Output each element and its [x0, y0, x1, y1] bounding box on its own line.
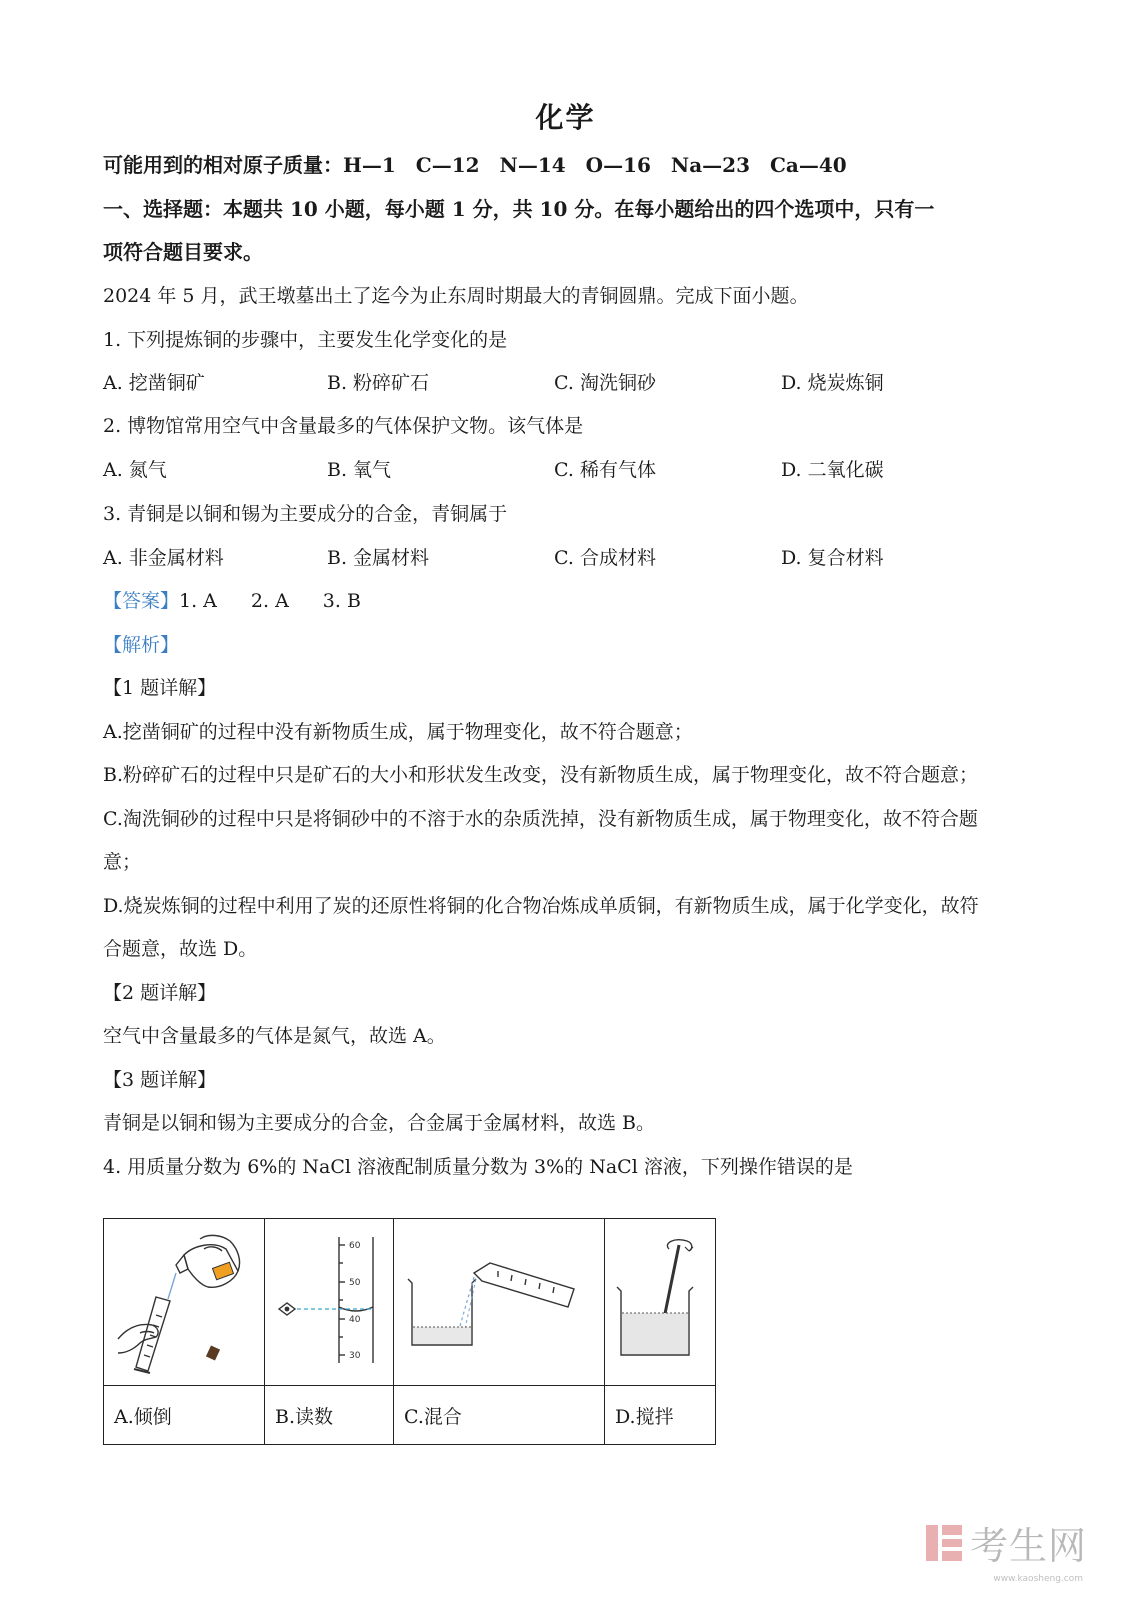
answer-item: 2. A	[250, 590, 289, 612]
page-title: 化学	[535, 101, 596, 134]
stirring-illustration	[605, 1219, 715, 1381]
mixing-illustration	[394, 1219, 604, 1381]
question-4-stem: 4. 用质量分数为 6%的 NaCl 溶液配制质量分数为 3%的 NaCl 溶液，下列操作错误的是	[103, 1156, 853, 1178]
tick-label-60: 60	[349, 1241, 361, 1251]
caption-c: C.混合	[394, 1386, 605, 1445]
question-2-stem: 2. 博物馆常用空气中含量最多的气体保护文物。该气体是	[103, 415, 584, 437]
q1-option-d: D. 烧炭炼铜	[781, 372, 884, 394]
q1-option-b: B. 粉碎矿石	[327, 372, 430, 394]
caption-a: A.倾倒	[104, 1386, 265, 1445]
q2-option-c: C. 稀有气体	[554, 459, 656, 481]
reading-illustration	[265, 1219, 393, 1381]
q4-figure-table	[103, 1218, 716, 1445]
section-heading-line1: 一、选择题：本题共 10 小题，每小题 1 分，共 10 分。在每小题给出的四个选项中，只有一	[103, 197, 935, 221]
answer-item: 1. A	[179, 590, 217, 612]
section-heading-line2: 项符合题目要求。	[103, 240, 263, 264]
tick-label-40: 40	[349, 1315, 361, 1325]
watermark-logo-icon	[924, 1521, 964, 1565]
q1-detail-heading: 【1 题详解】	[103, 677, 217, 699]
q1-detail-a: A.挖凿铜矿的过程中没有新物质生成，属于物理变化，故不符合题意；	[103, 721, 693, 743]
caption-b: B.读数	[265, 1386, 394, 1445]
figure-stirring	[605, 1219, 716, 1386]
figure-mixing	[394, 1219, 605, 1386]
q3-option-c: C. 合成材料	[554, 547, 656, 569]
q2-detail-heading: 【2 题详解】	[103, 982, 217, 1004]
q1-detail-b: B.粉碎矿石的过程中只是矿石的大小和形状发生改变，没有新物质生成，属于物理变化，故不符合题意；	[103, 764, 979, 786]
q1-detail-c-line2: 意；	[103, 851, 142, 873]
tick-label-30: 30	[349, 1351, 361, 1361]
watermark-text: 考生网	[969, 1524, 1087, 1568]
atomic-masses: 可能用到的相对原子质量：H—1 C—12 N—14 O—16 Na—23 Ca—40	[103, 153, 847, 177]
question-3-stem: 3. 青铜是以铜和锡为主要成分的合金，青铜属于	[103, 503, 508, 525]
q3-option-d: D. 复合材料	[781, 547, 884, 569]
figure-pouring	[104, 1219, 265, 1386]
q2-option-d: D. 二氧化碳	[781, 459, 884, 481]
q3-detail-heading: 【3 题详解】	[103, 1069, 217, 1091]
analysis-label: 【解析】	[103, 634, 180, 656]
question-1-stem: 1. 下列提炼铜的步骤中，主要发生化学变化的是	[103, 329, 508, 351]
q1-option-c: C. 淘洗铜砂	[554, 372, 656, 394]
q1-option-a: A. 挖凿铜矿	[103, 372, 205, 394]
q2-option-a: A. 氮气	[103, 459, 167, 481]
tick-label-50: 50	[349, 1278, 361, 1288]
intro-text: 2024 年 5 月，武王墩墓出土了迄今为止东周时期最大的青铜圆鼎。完成下面小题。	[103, 285, 809, 307]
watermark	[924, 1515, 1087, 1584]
q2-option-b: B. 氧气	[327, 459, 392, 481]
answer-line	[103, 589, 395, 613]
watermark-url: www.kaosheng.com	[993, 1574, 1083, 1584]
q1-detail-d-line1: D.烧炭炼铜的过程中利用了炭的还原性将铜的化合物冶炼成单质铜，有新物质生成，属于化学变化，故符	[103, 895, 979, 917]
q3-option-b: B. 金属材料	[327, 547, 430, 569]
pouring-illustration	[104, 1219, 264, 1381]
q1-detail-c-line1: C.淘洗铜砂的过程中只是将铜砂中的不溶于水的杂质洗掉，没有新物质生成，属于物理变化，故不符合题	[103, 808, 978, 830]
caption-d: D.搅拌	[605, 1386, 716, 1445]
q3-detail-text: 青铜是以铜和锡为主要成分的合金，合金属于金属材料，故选 B。	[103, 1112, 656, 1134]
q2-detail-text: 空气中含量最多的气体是氮气，故选 A。	[103, 1025, 446, 1047]
answer-label: 【答案】	[103, 590, 180, 612]
figure-reading	[265, 1219, 394, 1386]
q3-option-a: A. 非金属材料	[103, 547, 224, 569]
answer-item: 3. B	[322, 590, 361, 612]
q1-detail-d-line2: 合题意，故选 D。	[103, 938, 258, 960]
